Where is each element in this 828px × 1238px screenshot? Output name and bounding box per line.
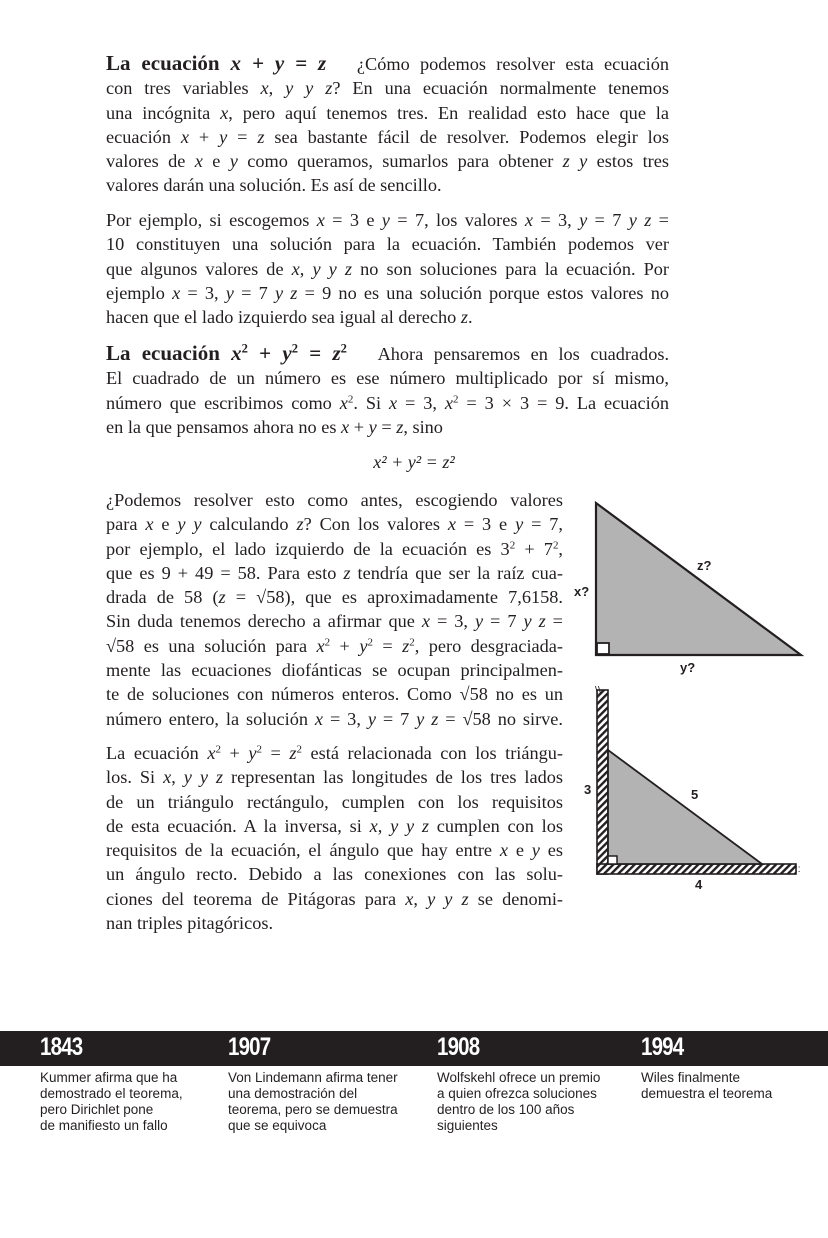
paragraph-line: requisitos de la ecuación, el ángulo que hay entre x e y es	[106, 840, 563, 861]
section-linear-equation	[106, 51, 669, 198]
paragraph-line: Por ejemplo, si escogemos x = 3 e y = 7, los valores x = 3, y = 7 y z =	[106, 210, 669, 230]
paragraph-line: de un triángulo rectángulo, cumplen con los requisitos	[106, 791, 563, 812]
timeline-event-1843: Kummer afirma que ha demostrado el teorema, pero Dirichlet pone de manifiesto un fallo	[40, 1070, 183, 1133]
paragraph-line: de esta ecuación. A la inversa, si x, y y z cumplen con los	[106, 815, 564, 836]
paragraph-line: valores de x e y como queramos, sumarlos para obtener z y estos tres	[106, 151, 669, 172]
timeline-event-1907: Von Lindemann afirma tener una demostración del teorema, pero se demuestra que se equivoca	[228, 1070, 398, 1133]
paragraph-line: La ecuación x + y = z ¿Cómo podemos resolver esta ecuación	[106, 51, 669, 75]
paragraph-line: para x e y y calculando z? Con los valores x = 3 e y = 7,	[106, 514, 563, 535]
paragraph-line: drada de 58 (z = √58), que es aproximadamente 7,6158.	[106, 587, 563, 608]
floor-break-mark: ::	[795, 864, 801, 875]
label-z: z?	[697, 558, 712, 573]
timeline-event-1908: Wolfskehl ofrece un premio a quien ofrezca soluciones dentro de los 100 años siguientes	[437, 1070, 601, 1133]
paragraph-line: ¿Podemos resolver esto como antes, escogiendo valores	[106, 490, 563, 510]
timeline-year-1994: 1994	[641, 1033, 684, 1061]
floor	[597, 864, 796, 874]
paragraph-line: un ángulo recto. Debido a las conexiones con las solu-	[106, 864, 563, 885]
timeline-year-1907: 1907	[228, 1033, 271, 1061]
timeline-year-1908: 1908	[437, 1033, 480, 1061]
right-angle-marker	[608, 856, 617, 864]
paragraph-pythagorean-triples	[106, 741, 563, 935]
section-heading: La ecuación x + y = z	[106, 51, 327, 75]
section-squares-equation	[106, 341, 669, 439]
label-side-3: 3	[584, 782, 592, 797]
paragraph-irrational-solution	[106, 488, 563, 731]
paragraph-line: los. Si x, y y z representan las longitudes de los tres lados	[106, 767, 564, 788]
timeline-event-1994: Wiles finalmente demuestra el teorema	[641, 1070, 773, 1101]
paragraph-line: en la que pensamos ahora no es x + y = z, sino	[106, 416, 443, 437]
right-triangle-unknown-diagram	[570, 490, 828, 680]
triangle-shape	[596, 503, 801, 655]
label-y: y?	[680, 660, 696, 675]
paragraph-line: nan triples pitagóricos.	[106, 913, 274, 934]
paragraph-line: 10 constituyen una solución para la ecuación. También podemos ver	[106, 234, 669, 255]
timeline-year-1843: 1843	[40, 1033, 83, 1061]
paragraph-line: por ejemplo, el lado izquierdo de la ecuación es $3^2 + 7^2$,	[106, 538, 563, 559]
paragraph-line: que algunos valores de x, y y z no son soluciones para la ecuación. Por	[106, 258, 670, 279]
paragraph-line: una incógnita x, pero aquí tenemos tres. En realidad esto hace que la	[106, 102, 669, 123]
paragraph-line: número que escribimos como $x^2$. Si x = 3, $x^2 = 3 \times 3 = 9$. La ecuación	[106, 392, 670, 413]
paragraph-line: El cuadrado de un número es ese número multiplicado por sí mismo,	[106, 368, 669, 389]
paragraph-line: hacen que el lado izquierdo sea igual al derecho z.	[106, 307, 473, 328]
timeline-bar	[0, 1031, 828, 1066]
label-x: x?	[574, 584, 590, 599]
paragraph-line: La ecuación $x^2 + y^2 = z^2$ está relacionada con los triángu-	[106, 743, 563, 763]
paragraph-line: ejemplo x = 3, y = 7 y z = 9 no es una solución porque estos valores no	[106, 282, 669, 303]
label-side-4: 4	[695, 877, 703, 892]
paragraph-line: valores darán una solución. Es así de sencillo.	[106, 175, 442, 196]
right-triangle-3-4-5-diagram	[575, 682, 828, 892]
right-angle-marker	[597, 643, 609, 654]
triangle-shape	[608, 750, 762, 864]
label-side-5: 5	[691, 787, 699, 802]
paragraph-line: La ecuación $x^2 + y^2 = z^2$ Ahora pensaremos en los cuadrados.	[106, 341, 670, 365]
paragraph-line: Sin duda tenemos derecho a afirmar que x = 3, y = 7 y z =	[106, 611, 563, 632]
paragraph-line: con tres variables x, y y z? En una ecuación normalmente tenemos	[106, 78, 670, 99]
paragraph-line: √58 es una solución para $x^2 + y^2 = z^2$, pero desgraciada-	[106, 635, 564, 656]
paragraph-line: te de soluciones con números enteros. Como √58 no es un	[106, 684, 563, 705]
paragraph-line: número entero, la solución x = 3, y = 7 y z = √58 no sirve.	[106, 708, 563, 729]
display-equation: x² + y² = z²	[373, 452, 455, 472]
paragraph-line: mente las ecuaciones diofánticas se ocupan principalmen-	[106, 660, 563, 681]
wall	[597, 690, 608, 874]
paragraph-line: ecuación x + y = z sea bastante fácil de resolver. Podemos elegir los	[106, 126, 670, 147]
wall-break-mark: \\	[595, 685, 602, 697]
section-heading: La ecuación $x^2 + y^2 = z^2$	[106, 341, 347, 365]
paragraph-example	[106, 208, 669, 329]
paragraph-line: que es 9 + 49 = 58. Para esto z tendría que ser la raíz cua-	[106, 562, 563, 583]
paragraph-line: ciones del teorema de Pitágoras para x, y y z se denomi-	[106, 888, 564, 909]
